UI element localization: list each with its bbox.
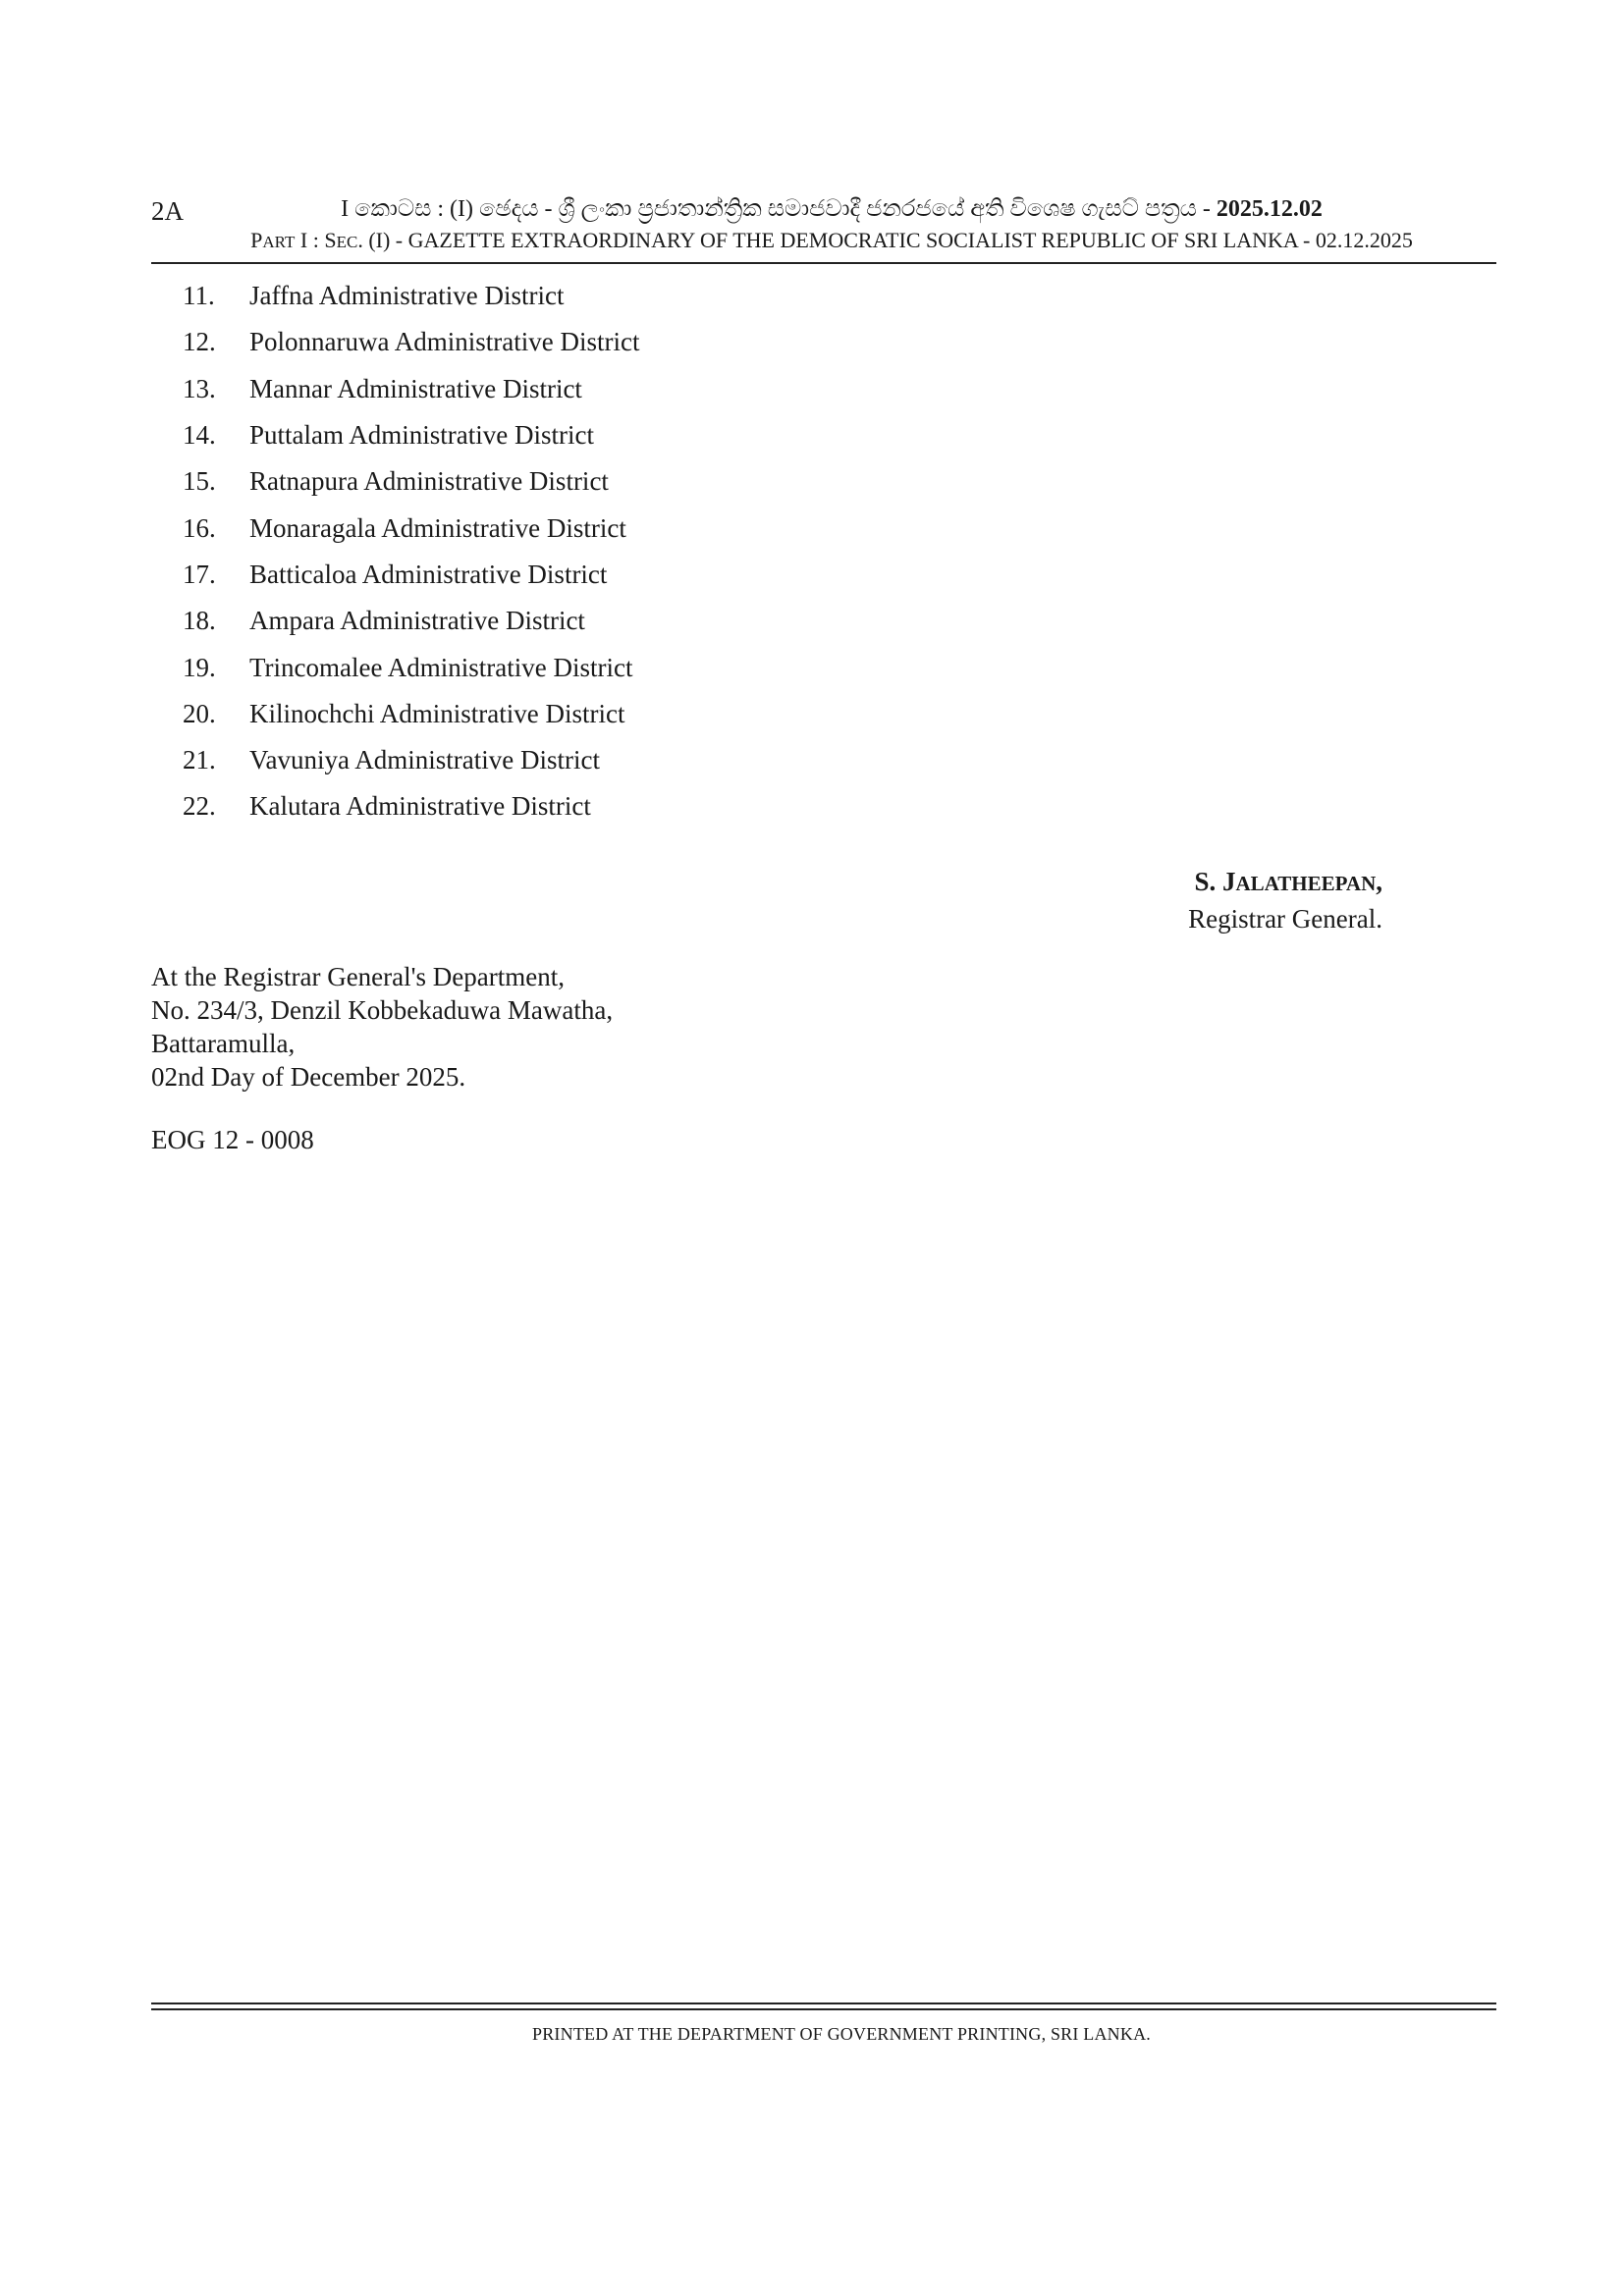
item-number: 18. xyxy=(183,606,216,636)
item-name: Vavuniya Administrative District xyxy=(249,745,600,775)
item-number: 21. xyxy=(183,745,216,775)
part-number: I : xyxy=(295,228,325,252)
header-divider xyxy=(151,262,1496,264)
signatory-name xyxy=(1188,864,1382,901)
address-line: No. 234/3, Denzil Kobbekaduwa Mawatha, xyxy=(151,995,614,1025)
english-header xyxy=(0,228,1624,253)
item-number: 11. xyxy=(183,281,215,311)
part-rest: ART xyxy=(262,233,296,251)
issuing-address xyxy=(151,960,613,1094)
item-number: 14. xyxy=(183,420,216,451)
item-number: 22. xyxy=(183,791,216,822)
sinhala-title: I කොටස : (I) ඡෙදය - ශ්‍රී ලංකා ප්‍රජාතාන්ත්‍රික සමාජවාදී ජනරජයේ අති විශෙෂ ගැසට් පත්‍රය - xyxy=(341,196,1217,222)
item-number: 13. xyxy=(183,373,216,403)
list-item xyxy=(151,273,1035,319)
sinhala-date: 2025.12.02 xyxy=(1216,196,1323,222)
item-name: Trincomalee Administrative District xyxy=(249,652,633,682)
sec-initial: S xyxy=(324,228,337,252)
item-name: Ampara Administrative District xyxy=(249,606,585,636)
item-name: Kalutara Administrative District xyxy=(249,791,591,822)
sinhala-header xyxy=(0,196,1624,223)
list-item xyxy=(151,552,1035,598)
item-number: 15. xyxy=(183,466,216,497)
item-name: Kilinochchi Administrative District xyxy=(249,698,625,728)
item-name: Polonnaruwa Administrative District xyxy=(249,327,640,357)
item-number: 12. xyxy=(183,327,216,357)
part-initial: P xyxy=(250,228,263,252)
signature-block xyxy=(1188,864,1382,936)
page-number: 2A xyxy=(151,196,184,226)
item-number: 20. xyxy=(183,698,216,728)
item-name: Ratnapura Administrative District xyxy=(249,466,609,497)
sec-rest: EC xyxy=(336,233,358,251)
address-date: 02nd Day of December 2025. xyxy=(151,1062,466,1092)
item-name: Batticaloa Administrative District xyxy=(249,559,608,589)
signatory-surname: ALATHEEPAN xyxy=(1235,872,1377,895)
item-name: Jaffna Administrative District xyxy=(249,281,565,311)
reference-code: EOG 12 - 0008 xyxy=(151,1125,314,1154)
list-item xyxy=(151,458,1035,505)
signatory-initial: S. J xyxy=(1194,867,1236,896)
list-item xyxy=(151,783,1035,829)
item-number: 17. xyxy=(183,559,216,589)
printer-imprint: PRINTED AT THE DEPARTMENT OF GOVERNMENT PRINTING, SRI LANKA. xyxy=(532,2024,1151,2044)
item-name: Monaragala Administrative District xyxy=(249,512,626,543)
list-item xyxy=(151,737,1035,783)
list-item xyxy=(151,505,1035,551)
item-number: 16. xyxy=(183,512,216,543)
list-item xyxy=(151,644,1035,690)
footer-divider xyxy=(151,2008,1496,2010)
signatory-title: Registrar General. xyxy=(1188,904,1382,934)
item-name: Mannar Administrative District xyxy=(249,373,582,403)
footer-divider xyxy=(151,2002,1496,2004)
list-item xyxy=(151,366,1035,412)
list-item xyxy=(151,691,1035,737)
address-line: Battaramulla, xyxy=(151,1029,296,1058)
address-line: At the Registrar General's Department, xyxy=(151,962,565,991)
item-number: 19. xyxy=(183,652,216,682)
list-item xyxy=(151,319,1035,365)
english-title: . (I) - GAZETTE EXTRAORDINARY OF THE DEMOCRATIC SOCIALIST REPUBLIC OF SRI LANKA - 02.12.2025 xyxy=(357,228,1413,252)
item-name: Puttalam Administrative District xyxy=(249,420,594,451)
list-item xyxy=(151,598,1035,644)
district-list xyxy=(151,273,1035,830)
list-item xyxy=(151,412,1035,458)
signatory-comma: , xyxy=(1376,867,1382,896)
